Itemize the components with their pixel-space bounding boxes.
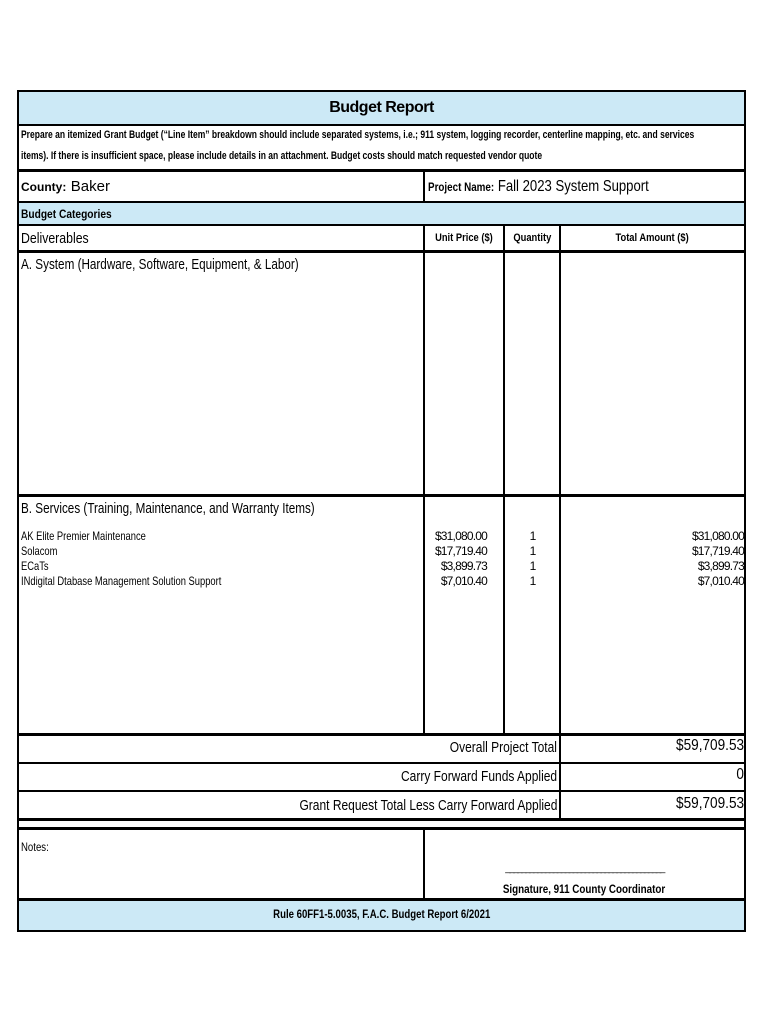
signature-label: Signature, 911 County Coordinator [503,882,666,896]
overall-total-label: Overall Project Total [449,739,557,756]
county-value: Baker [70,178,110,195]
service-quantity: 1 [529,559,537,573]
section-b-label: B. Services (Training, Maintenance, and Warranty Items) [21,500,315,517]
footer-rule: Rule 60FF1-5.0035, F.A.C. Budget Report 6/2021 [272,907,491,921]
county-label: County: [21,180,67,194]
service-quantity: 1 [529,529,537,543]
service-name: ECaTs [21,559,49,573]
carry-forward-label: Carry Forward Funds Applied [400,768,557,785]
column-quantity: Quantity [513,232,551,244]
service-name: Solacom [21,544,58,558]
service-total: $3,899.73 [697,559,744,573]
service-total: $17,719.40 [691,544,744,558]
carry-forward-value: 0 [736,766,744,783]
column-unit-price: Unit Price ($) [435,232,493,244]
signature-line: ________________________________________ [505,863,664,874]
column-deliverables: Deliverables [21,230,89,247]
page-title: Budget Report [329,99,434,116]
service-quantity: 1 [529,574,537,588]
service-unit-price: $31,080.00 [434,529,487,543]
budget-categories-label: Budget Categories [21,207,112,221]
service-unit-price: $3,899.73 [440,559,487,573]
service-unit-price: $7,010.40 [440,574,487,588]
service-total: $7,010.40 [697,574,744,588]
notes-label: Notes: [21,840,49,854]
project-name-label: Project Name: [428,180,495,194]
instructions-line-2: items). If there is insufficient space, please include details in an attachment. Budget costs should match requested vendor quote [21,150,543,162]
county-field [21,178,110,196]
project-name-value: Fall 2023 System Support [497,178,649,195]
column-total-amount: Total Amount ($) [615,232,690,244]
budget-categories-row [19,203,744,225]
service-quantity: 1 [529,544,537,558]
overall-total-value: $59,709.53 [675,737,744,754]
section-a-label: A. System (Hardware, Software, Equipment, & Labor) [21,256,299,273]
service-unit-price: $17,719.40 [434,544,487,558]
project-name-field [428,178,697,196]
grant-request-value: $59,709.53 [675,795,744,812]
service-name: INdigital Dtabase Management Solution Support [21,574,222,588]
grant-request-label: Grant Request Total Less Carry Forward Applied [299,797,557,814]
service-total: $31,080.00 [691,529,744,543]
instructions-line-1: Prepare an itemized Grant Budget (“Line Item” breakdown should include separated systems, i.e.; 911 system, logging recorder, centerline mapping, etc. and services [21,129,695,141]
service-name: AK Elite Premier Maintenance [21,529,146,543]
